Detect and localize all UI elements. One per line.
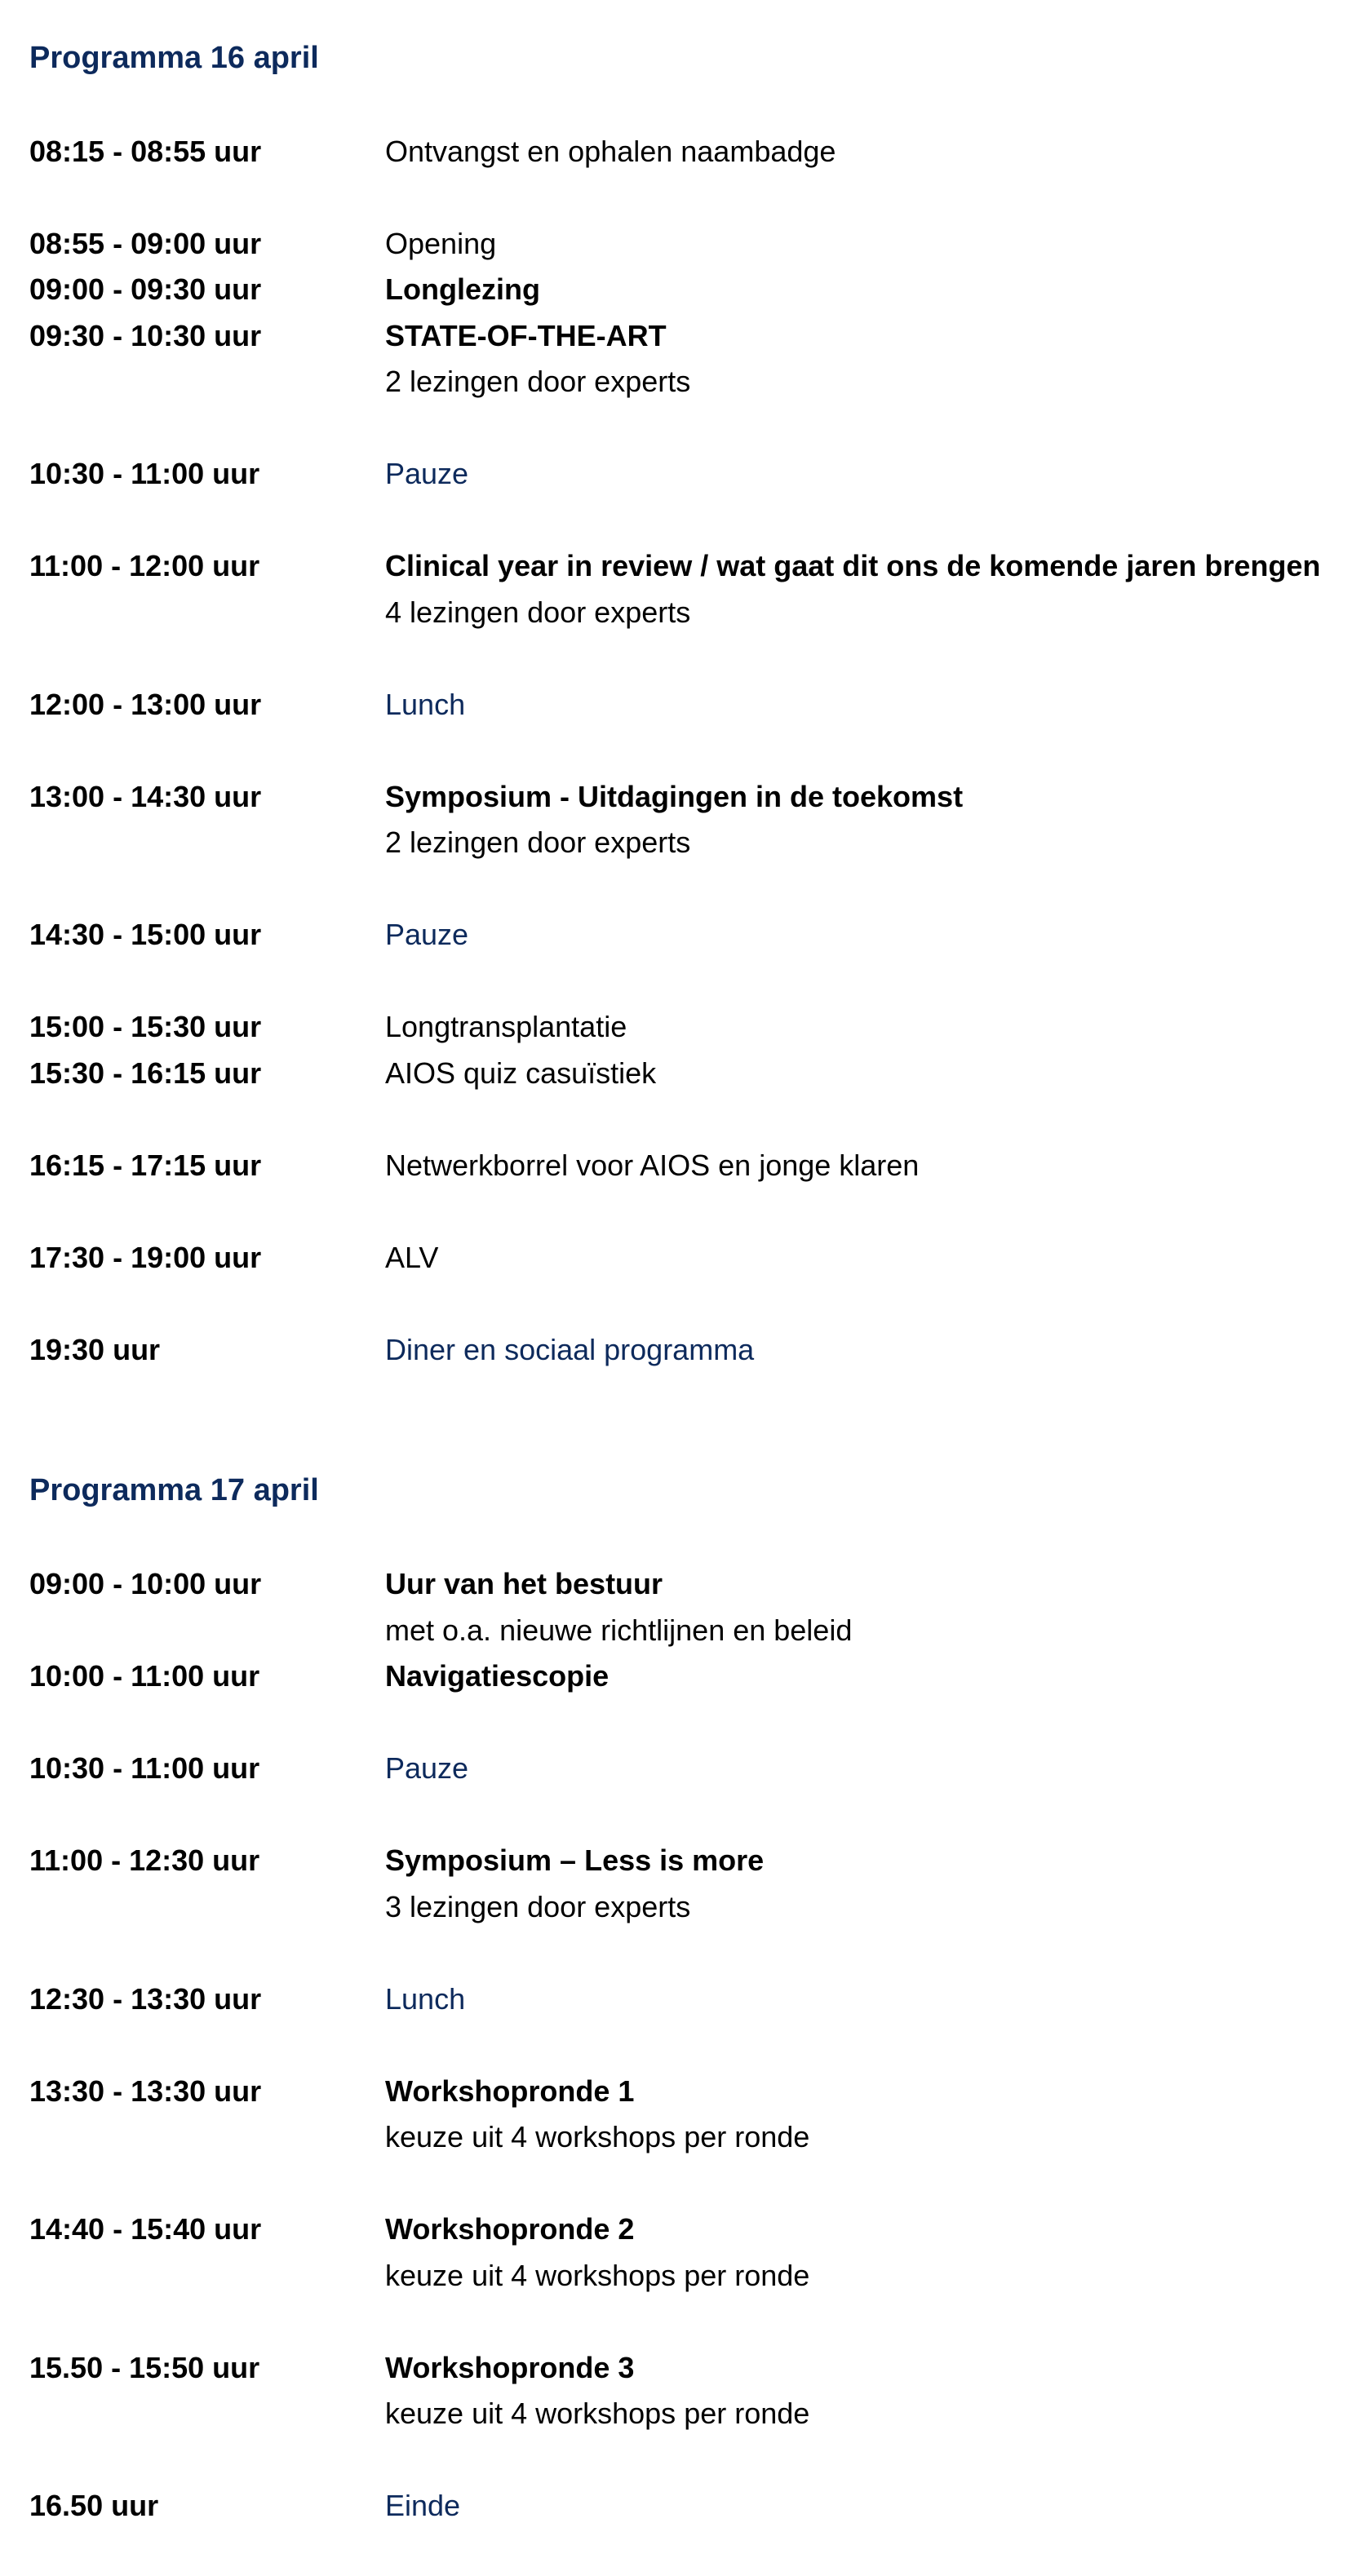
schedule-activity: Ontvangst en ophalen naambadge xyxy=(385,135,836,168)
schedule-time: 09:00 - 09:30 uur xyxy=(29,272,262,306)
schedule-time: 13:00 - 14:30 uur xyxy=(29,780,262,813)
schedule-activity-detail: 2 lezingen door experts xyxy=(385,365,691,398)
schedule-time: 12:00 - 13:00 uur xyxy=(29,688,262,721)
schedule-time: 10:30 - 11:00 uur xyxy=(29,457,260,490)
schedule-time: 10:00 - 11:00 uur xyxy=(29,1659,260,1693)
schedule-activity: Pauze xyxy=(385,918,469,951)
schedule-time: 09:30 - 10:30 uur xyxy=(29,319,262,352)
schedule-activity-detail: 2 lezingen door experts xyxy=(385,825,691,859)
schedule-activity-detail: keuze uit 4 workshops per ronde xyxy=(385,2397,810,2430)
schedule-time: 08:15 - 08:55 uur xyxy=(29,135,262,168)
schedule-activity: Pauze xyxy=(385,1751,469,1785)
schedule-activity: Netwerkborrel voor AIOS en jonge klaren xyxy=(385,1149,920,1182)
schedule-activity: Workshopronde 2 xyxy=(385,2212,635,2246)
schedule-time: 19:30 uur xyxy=(29,1333,161,1366)
schedule-activity: Lunch xyxy=(385,688,466,721)
schedule-time: 10:30 - 11:00 uur xyxy=(29,1751,260,1785)
schedule-activity-detail: keuze uit 4 workshops per ronde xyxy=(385,2259,810,2292)
schedule-time: 15:30 - 16:15 uur xyxy=(29,1056,262,1090)
schedule-time: 14:30 - 15:00 uur xyxy=(29,918,262,951)
schedule-time: 11:00 - 12:00 uur xyxy=(29,549,260,582)
schedule-activity: Lunch xyxy=(385,1982,466,2016)
schedule-activity: Clinical year in review / wat gaat dit ons de komende jaren brengen xyxy=(385,549,1321,582)
schedule-time: 08:55 - 09:00 uur xyxy=(29,227,262,260)
schedule-time: 09:00 - 10:00 uur xyxy=(29,1567,262,1600)
schedule-activity-detail: 4 lezingen door experts xyxy=(385,595,691,629)
schedule-activity: Longtransplantatie xyxy=(385,1010,627,1043)
schedule-time: 13:30 - 13:30 uur xyxy=(29,2074,262,2108)
schedule-activity-detail: met o.a. nieuwe richtlijnen en beleid xyxy=(385,1613,853,1647)
schedule-activity-detail: keuze uit 4 workshops per ronde xyxy=(385,2120,810,2153)
schedule-activity: Symposium – Less is more xyxy=(385,1843,765,1877)
schedule-time: 15.50 - 15:50 uur xyxy=(29,2351,260,2384)
schedule-activity-detail: 3 lezingen door experts xyxy=(385,1890,691,1923)
schedule-activity: STATE-OF-THE-ART xyxy=(385,319,667,352)
schedule-activity: Navigatiescopie xyxy=(385,1659,610,1693)
schedule-activity: Workshopronde 1 xyxy=(385,2074,635,2108)
schedule-activity: Einde xyxy=(385,2489,461,2522)
schedule-activity: Diner en sociaal programma xyxy=(385,1333,755,1366)
schedule-activity: Longlezing xyxy=(385,272,540,306)
schedule-activity: ALV xyxy=(385,1241,439,1274)
schedule-time: 15:00 - 15:30 uur xyxy=(29,1010,262,1043)
schedule-time: 17:30 - 19:00 uur xyxy=(29,1241,262,1274)
schedule-activity: AIOS quiz casuïstiek xyxy=(385,1056,657,1090)
schedule-time: 16.50 uur xyxy=(29,2489,159,2522)
schedule-activity: Uur van het bestuur xyxy=(385,1567,663,1600)
day-heading: Programma 17 april xyxy=(29,1473,319,1507)
schedule-activity: Workshopronde 3 xyxy=(385,2351,635,2384)
schedule-time: 16:15 - 17:15 uur xyxy=(29,1149,262,1182)
schedule-activity: Symposium - Uitdagingen in de toekomst xyxy=(385,780,964,813)
schedule-activity: Opening xyxy=(385,227,497,260)
day-heading: Programma 16 april xyxy=(29,41,319,75)
schedule-time: 14:40 - 15:40 uur xyxy=(29,2212,262,2246)
schedule-activity: Pauze xyxy=(385,457,469,490)
schedule-time: 11:00 - 12:30 uur xyxy=(29,1843,260,1877)
schedule-time: 12:30 - 13:30 uur xyxy=(29,1982,262,2016)
